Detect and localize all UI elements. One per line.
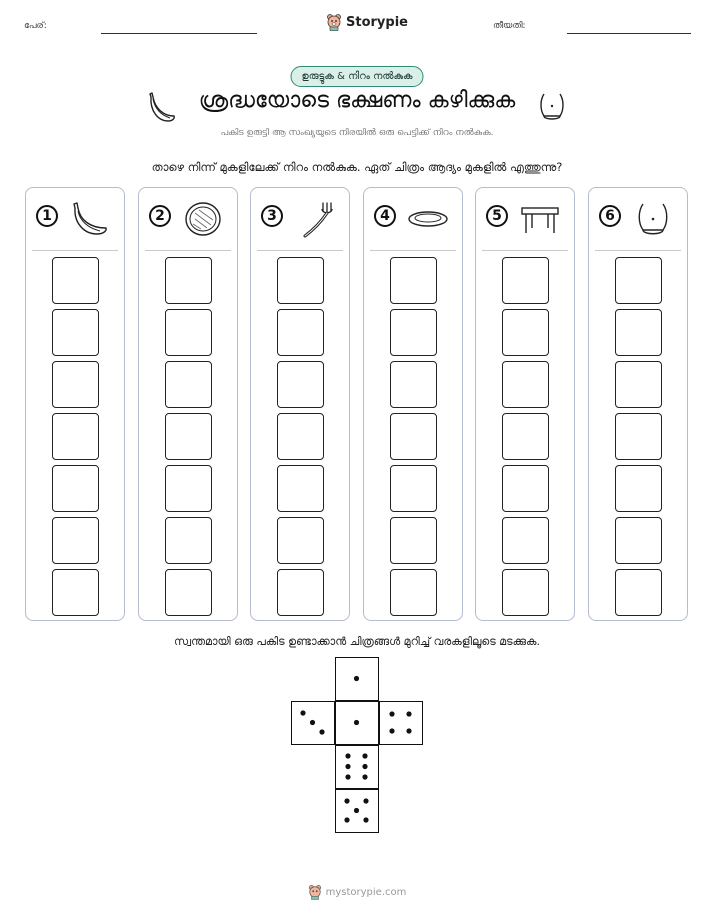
plate-icon [406,200,450,238]
color-box[interactable] [502,465,549,512]
color-box[interactable] [277,465,324,512]
color-box[interactable] [502,361,549,408]
page-title: ശ്രദ്ധയോടെ ഭക്ഷണം കഴിക്കുക [198,88,516,113]
color-box[interactable] [390,361,437,408]
pie-icon [181,200,225,238]
column-divider [145,250,231,251]
color-box[interactable] [52,569,99,616]
column-divider [482,250,568,251]
color-box[interactable] [615,413,662,460]
dice-net [290,657,424,835]
subtitle: പകിട ഉരുട്ടി ആ സംഖ്യയുടെ നിരയിൽ ഒരു പെട്ടിക്ക് നിറം നൽകുക. [220,128,494,138]
color-box[interactable] [502,517,549,564]
color-box[interactable] [390,465,437,512]
column-6 [588,187,688,621]
date-line[interactable] [567,33,691,34]
color-box[interactable] [165,517,212,564]
column-header [364,200,462,238]
color-box[interactable] [390,569,437,616]
name-line[interactable] [101,33,257,34]
color-box[interactable] [615,517,662,564]
color-box[interactable] [52,257,99,304]
column-number: 6 [599,205,621,227]
color-box[interactable] [615,569,662,616]
stomach-icon [631,200,675,238]
column-number: 3 [261,205,283,227]
color-box[interactable] [502,257,549,304]
column-divider [257,250,343,251]
column-divider [370,250,456,251]
column-2 [138,187,238,621]
stomach-icon [537,90,567,122]
dice-face-5 [335,789,379,833]
column-header [476,200,574,238]
column-1 [25,187,125,621]
color-box[interactable] [52,361,99,408]
column-header [589,200,687,238]
color-box[interactable] [390,257,437,304]
color-box[interactable] [52,465,99,512]
color-box[interactable] [615,465,662,512]
color-box[interactable] [277,309,324,356]
column-divider [595,250,681,251]
column-header [251,200,349,238]
color-box[interactable] [165,309,212,356]
date-label: തീയതി: [493,21,526,31]
color-box[interactable] [165,413,212,460]
dice-face-6 [335,745,379,789]
footer [0,884,714,900]
color-box[interactable] [277,413,324,460]
fork-icon [293,200,337,238]
storypie-bear-icon [308,884,322,900]
dice-face-1 [335,701,379,745]
color-box[interactable] [165,257,212,304]
dice-face-4 [379,701,423,745]
color-box[interactable] [502,309,549,356]
column-number: 2 [149,205,171,227]
color-box[interactable] [277,257,324,304]
color-box[interactable] [52,309,99,356]
color-box[interactable] [615,309,662,356]
color-box[interactable] [390,517,437,564]
column-number: 4 [374,205,396,227]
color-box[interactable] [52,413,99,460]
color-box[interactable] [615,361,662,408]
color-box[interactable] [277,361,324,408]
dice-instruction: സ്വന്തമായി ഒരു പകിട ഉണ്ടാക്കാൻ ചിത്രങ്ങൾ മുറിച്ച് വരകളിലൂടെ മടക്കുക. [174,635,540,648]
column-header [26,200,124,238]
column-number: 5 [486,205,508,227]
column-header [139,200,237,238]
dice-face-1 [335,657,379,701]
color-box[interactable] [277,517,324,564]
color-box[interactable] [502,413,549,460]
color-box[interactable] [390,309,437,356]
column-5 [475,187,575,621]
activity-tag: ഉരുട്ടുക & നിറം നൽകുക [291,66,424,87]
table-icon [518,200,562,238]
color-box[interactable] [165,465,212,512]
logo-text: Storypie [346,14,408,30]
footer-url[interactable]: mystorypie.com [325,886,407,898]
color-box[interactable] [390,413,437,460]
dice-face-3 [291,701,335,745]
name-label: പേര്: [24,21,47,31]
column-number: 1 [36,205,58,227]
column-4 [363,187,463,621]
color-box[interactable] [52,517,99,564]
color-box[interactable] [277,569,324,616]
color-box[interactable] [165,361,212,408]
column-3 [250,187,350,621]
storypie-bear-icon [326,13,342,31]
color-box[interactable] [165,569,212,616]
storypie-logo [326,13,408,31]
color-box[interactable] [502,569,549,616]
banana-icon [68,200,112,238]
instruction: താഴെ നിന്ന് മുകളിലേക്ക് നിറം നൽകുക. ഏത് ചിത്രം ആദ്യം മുകളിൽ എത്തുന്നു? [151,160,563,174]
column-divider [32,250,118,251]
color-box[interactable] [615,257,662,304]
